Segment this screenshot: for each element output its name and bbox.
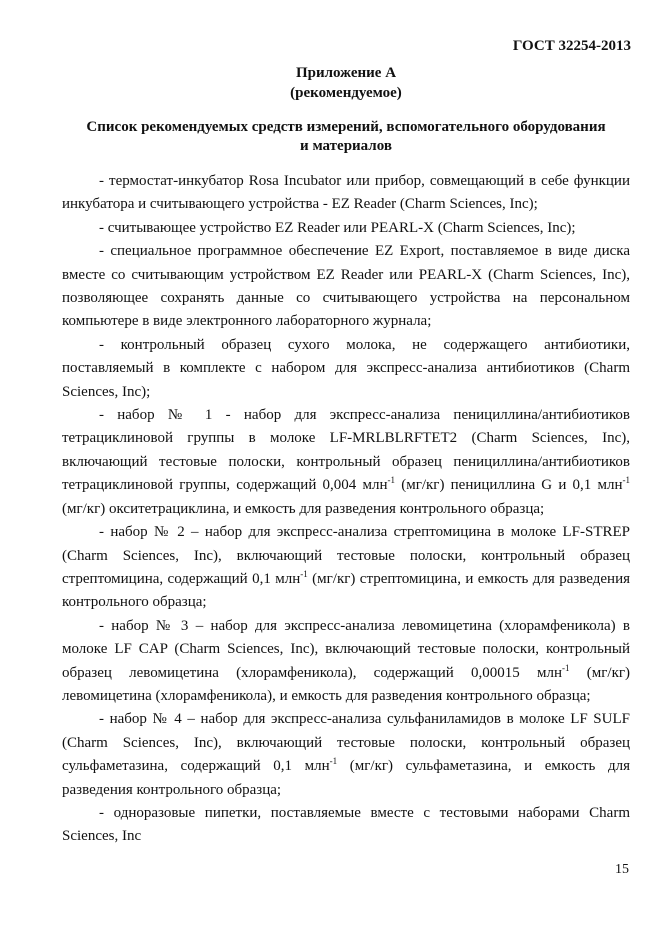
item-text: (мг/кг) пенициллина G и 0,1 млн: [395, 477, 623, 494]
list-title-line2: и материалов: [300, 138, 392, 154]
superscript: -1: [329, 756, 338, 767]
list-item: [62, 708, 630, 802]
item-text: - набор № 1 - набор для экспресс-анализа пенициллина/антибиотиков тетрациклиновой группы в молоке LF-MRLBLRFTET2 (Charm Sciences, Inc), включающий тестовые полоски, контрольный образец пенициллина/антибиотиков тетрациклиновой группы, содержащий 0,004 млн: [62, 407, 630, 494]
list-item: [62, 802, 630, 849]
item-text: - набор № 4 – набор для экспресс-анализа сульфаниламидов в молоке LF SULF (Charm Sciences, Inc), включающий тестовые полоски, контрольный образец сульфаметазина, содержащий 0,1 млн: [62, 711, 630, 775]
superscript: -1: [562, 662, 570, 673]
item-text: (мг/кг) стрептомицина, и емкость для разведения контрольного образца;: [62, 570, 630, 611]
equipment-list: [62, 170, 630, 849]
superscript: -1: [300, 568, 308, 579]
list-item: [62, 615, 630, 709]
item-text: - специальное программное обеспечение EZ Export, поставляемое в виде диска вместе со считывающим устройством EZ Reader или PEARL-X (Charm Sciences, Inc), позволяющее сохранять данные со считывающего устройства на персональном компьютере в виде электронного лабораторного журнала;: [62, 243, 630, 330]
item-text: (мг/кг) окситетрациклина, и емкость для разведения контрольного образца;: [62, 500, 545, 517]
superscript: -1: [387, 475, 396, 486]
list-item: [62, 404, 630, 521]
item-text: - считывающее устройство EZ Reader или PEARL-X (Charm Sciences, Inc);: [99, 219, 576, 236]
list-item: [62, 217, 630, 240]
item-text: (мг/кг) левомицетина (хлорамфеникола), и емкость для разведения контрольного образца;: [62, 664, 630, 704]
superscript: -1: [622, 475, 631, 486]
list-title-line1: Список рекомендуемых средств измерений, вспомогательного оборудования: [86, 119, 606, 135]
appendix-title: Приложение А: [295, 65, 397, 81]
item-text: - набор № 3 – набор для экспресс-анализа левомицетина (хлорамфеникола) в молоке LF CAP (Charm Sciences, Inc), включающий тестовые полоски, контрольный образец левомицетина (хлорамфеникола), содержащий 0,00015 млн: [62, 617, 630, 681]
item-text: - термостат-инкубатор Rosa Incubator или прибор, совмещающий в себе функции инкубатора и считывающего устройства - EZ Reader (Charm Sciences, Inc);: [62, 173, 630, 213]
item-text: - одноразовые пипетки, поставляемые вместе с тестовыми наборами Charm Sciences, Inc: [62, 804, 630, 845]
item-text: (мг/кг) сульфаметазина, и емкость для разведения контрольного образца;: [62, 758, 631, 798]
item-text: - набор № 2 – набор для экспресс-анализа стрептомицина в молоке LF-STREP (Charm Sciences, Inc), включающий тестовые полоски, контрольный образец стрептомицина, содержащий 0,1 млн: [62, 524, 630, 587]
list-item: [62, 170, 630, 217]
appendix-status: (рекомендуемое): [290, 85, 402, 101]
item-text: - контрольный образец сухого молока, не содержащего антибиотики, поставляемый в комплекте с набором для экспресс-анализа антибиотиков (Charm Sciences, Inc);: [62, 336, 630, 400]
list-item: [62, 334, 630, 404]
list-item: [62, 240, 630, 334]
list-item: [62, 521, 630, 615]
list-title: [62, 118, 630, 156]
standard-number: ГОСТ 32254-2013: [512, 38, 631, 54]
page-number: 15: [615, 862, 629, 877]
